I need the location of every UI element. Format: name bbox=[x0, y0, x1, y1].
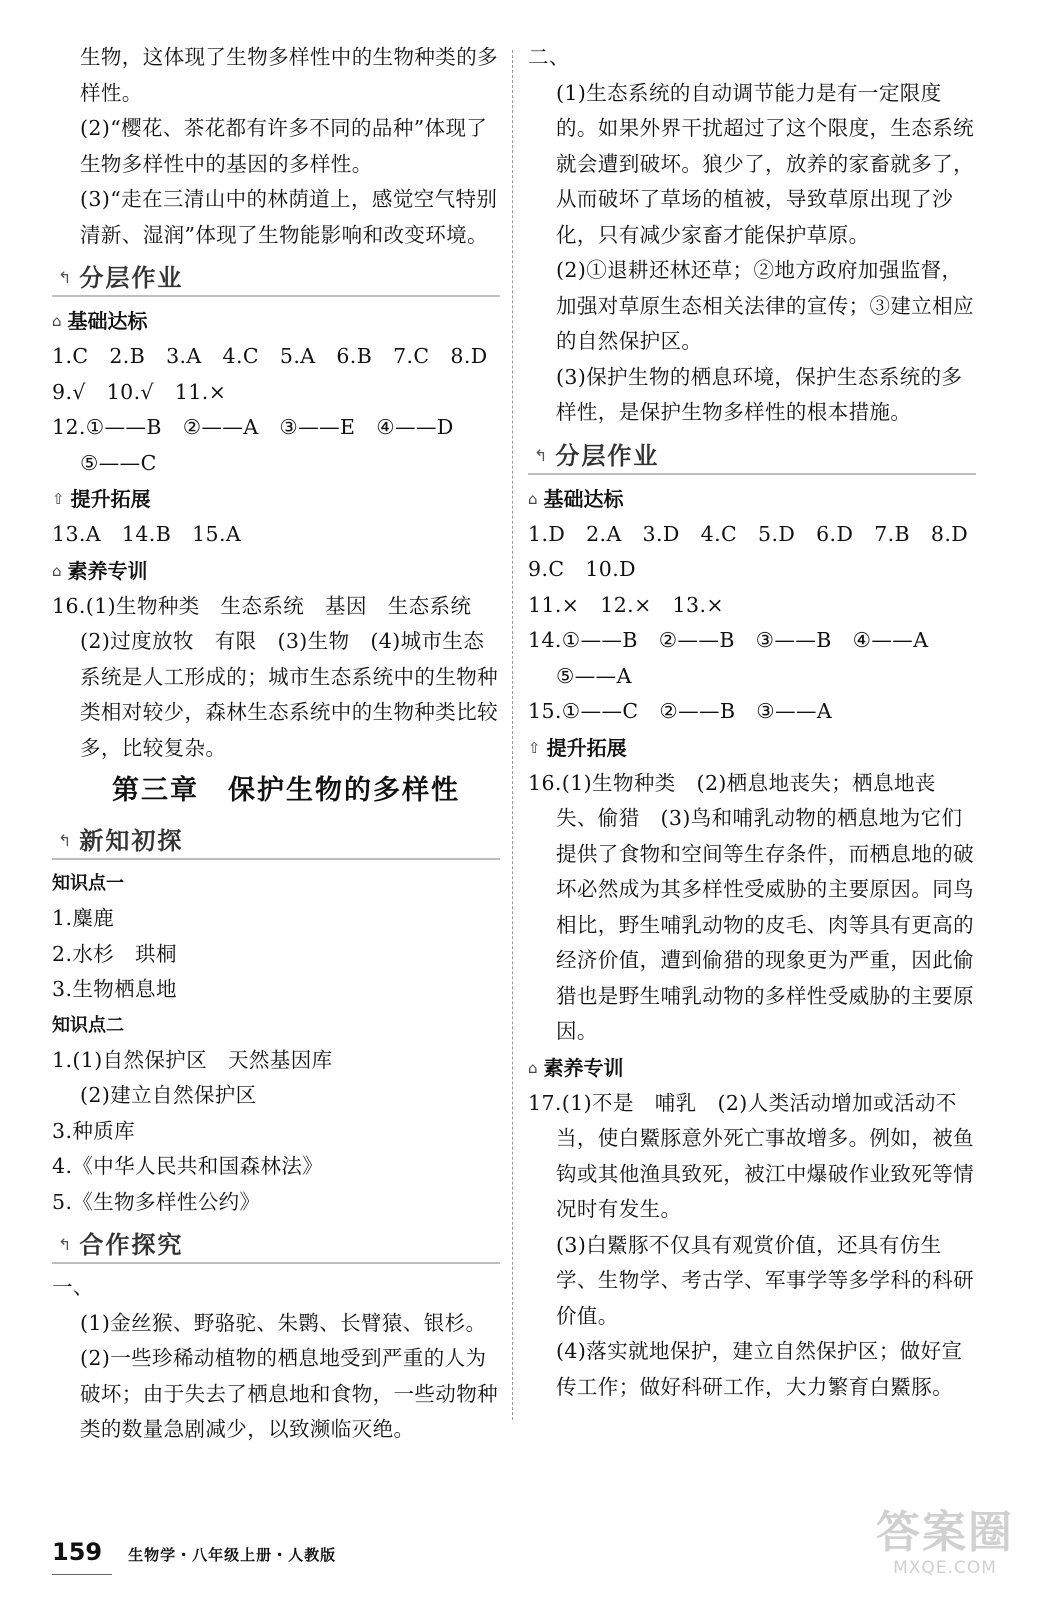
section-header-layered-homework bbox=[528, 433, 976, 475]
chapter-title: 第三章 保护生物的多样性 bbox=[112, 775, 460, 806]
answer-line: 9.C 10.D bbox=[528, 557, 636, 581]
answer-line: 二、 bbox=[528, 45, 570, 69]
house-icon: ⇧ bbox=[528, 738, 541, 757]
section-title: 分层作业 bbox=[555, 441, 660, 470]
answer-paragraph: (2)过度放牧 有限 (3)生物 (4)城市生态系统是人工形成的；城市生态系统中的生物种类相对较少，森林生态系统中的生物种类比较多，比较复杂。 bbox=[80, 629, 498, 760]
answer-line: 3.种质库 bbox=[52, 1118, 136, 1143]
watermark-url: MXQE.COM bbox=[893, 1558, 997, 1578]
arrow-icon: ↰ bbox=[58, 268, 74, 287]
house-icon: ⇧ bbox=[52, 490, 65, 508]
answer-paragraph: (4)落实就地保护，建立自然保护区；做好宣传工作；做好科研工作，大力繁育白鱀豚。 bbox=[556, 1339, 963, 1399]
page-footer bbox=[52, 1538, 336, 1566]
answer-paragraph: 17.(1)不是 哺乳 (2)人类活动增加或活动不当，使白鱀豚意外死亡事故增多。例如，被鱼钩或其他渔具致死，被江中爆破作业致死等情况时有发生。 bbox=[528, 1090, 974, 1221]
arrow-icon: ↰ bbox=[58, 1235, 74, 1254]
subheading-advance bbox=[52, 481, 500, 517]
subheading-literacy bbox=[528, 1050, 976, 1086]
subheading-basic bbox=[52, 303, 500, 339]
page-number: 159 bbox=[52, 1538, 103, 1566]
answer-line: (2)建立自然保护区 bbox=[80, 1083, 257, 1107]
lock-icon: ⌂ bbox=[528, 489, 538, 508]
section-header-new-knowledge bbox=[52, 818, 500, 860]
subheading-title: 基础达标 bbox=[67, 309, 148, 333]
subheading-title: 素养专训 bbox=[543, 1055, 624, 1080]
subheading-title: 基础达标 bbox=[543, 486, 624, 511]
answer-line: 3.生物栖息地 bbox=[52, 977, 177, 1001]
knowledge-point-heading: 知识点一 bbox=[52, 873, 124, 894]
answer-line: ⑤——C bbox=[80, 450, 157, 475]
answer-line: 2.水杉 珙桐 bbox=[52, 941, 177, 966]
answer-line: 1.麋鹿 bbox=[52, 906, 115, 930]
section-header-cooperative-inquiry bbox=[52, 1222, 500, 1264]
answer-paragraph: (3)白鱀豚不仅具有观赏价值，还具有仿生学、生物学、考古学、军事学等多学科的科研价值。 bbox=[556, 1232, 974, 1328]
text-block: 生物，这体现了生物多样性中的生物种类的多样性。 bbox=[80, 45, 498, 105]
subheading-title: 素养专训 bbox=[67, 558, 148, 583]
answer-line: 12.①——B ②——A ③——E ④——D bbox=[52, 415, 454, 439]
watermark-text: 答案圈 bbox=[876, 1507, 1014, 1558]
subheading-basic bbox=[528, 481, 976, 517]
answer-line: 1.D 2.A 3.D 4.C 5.D 6.D 7.B 8.D bbox=[528, 521, 969, 546]
answer-line: 1.C 2.B 3.A 4.C 5.A 6.B 7.C 8.D bbox=[52, 344, 488, 368]
section-title: 分层作业 bbox=[79, 264, 184, 292]
arrow-icon: ↰ bbox=[534, 445, 550, 465]
answer-line: 14.①——B ②——B ③——B ④——A bbox=[528, 628, 929, 652]
text-block: (3)“走在三清山中的林荫道上，感觉空气特别清新、湿润”体现了生物能影响和改变环境。 bbox=[80, 187, 498, 247]
answer-paragraph: 16.(1)生物种类 (2)栖息地丧失；栖息地丧失、偷猎 (3)鸟和哺乳动物的栖息地为它们提供了食物和空间等生存条件，而栖息地的破坏必然成为其多样性受威胁的主要原因。同鸟相比，野生哺乳动物的皮毛、肉等具有更高的经济价值，遭到偷猎的现象更为严重，因此偷猎也是野生哺乳动物的多样性受威胁的主要原因。 bbox=[528, 770, 974, 1043]
answer-paragraph: (3)保护生物的栖息环境，保护生态系统的多样性，是保护生物多样性的根本措施。 bbox=[556, 364, 963, 424]
house-icon: ⌂ bbox=[52, 561, 62, 580]
answer-line: 4.《中华人民共和国森林法》 bbox=[52, 1154, 324, 1178]
footer-rule bbox=[52, 1574, 112, 1575]
answer-line: ⑤——A bbox=[556, 663, 632, 688]
answer-line: 11.× 12.× 13.× bbox=[528, 592, 724, 617]
answer-line: 13.A 14.B 15.A bbox=[52, 522, 242, 546]
answer-paragraph: (2)一些珍稀动植物的栖息地受到严重的人为破坏；由于失去了栖息地和食物，一些动物种类的数量急剧减少，以致濒临灭绝。 bbox=[80, 1346, 498, 1441]
house-icon: ⌂ bbox=[528, 1058, 538, 1077]
answer-line: 1.(1)自然保护区 天然基因库 bbox=[52, 1047, 333, 1072]
column-divider bbox=[512, 50, 513, 1420]
knowledge-point-heading: 知识点二 bbox=[52, 1014, 124, 1036]
answer-line: 15.①——C ②——B ③——A bbox=[528, 699, 833, 723]
section-header-layered-homework bbox=[52, 255, 500, 297]
section-title: 合作探究 bbox=[79, 1231, 184, 1259]
book-title: 生物学・八年级上册・人教版 bbox=[128, 1546, 337, 1564]
answer-paragraph: (1)生态系统的自动调节能力是有一定限度的。如果外界干扰超过了这个限度，生态系统就会遭到破坏。狼少了，放养的家畜就多了，从而破坏了草场的植被，导致草原出现了沙化，只有减少家畜才能保护草原。 bbox=[556, 80, 974, 247]
subheading-literacy bbox=[52, 553, 500, 589]
lock-icon: ⌂ bbox=[52, 312, 62, 330]
answer-line: 一、 bbox=[52, 1275, 94, 1299]
watermark-logo bbox=[860, 1508, 1030, 1588]
answer-line: 16.(1)生物种类 生态系统 基因 生态系统 bbox=[52, 593, 472, 618]
answer-paragraph: (2)①退耕还林还草；②地方政府加强监督，加强对草原生态相关法律的宣传；③建立相应的自然保护区。 bbox=[556, 258, 974, 353]
subheading-advance bbox=[528, 730, 976, 766]
left-column bbox=[52, 40, 500, 1448]
text-block: (2)“樱花、茶花都有许多不同的品种”体现了生物多样性中的基因的多样性。 bbox=[80, 116, 488, 176]
answer-line: 5.《生物多样性公约》 bbox=[52, 1189, 261, 1214]
subheading-title: 提升拓展 bbox=[70, 487, 151, 511]
answer-line: (1)金丝猴、野骆驼、朱鹮、长臂猿、银杉。 bbox=[80, 1310, 487, 1335]
arrow-icon: ↰ bbox=[58, 831, 74, 850]
answer-line: 9.√ 10.√ 11.× bbox=[52, 379, 227, 404]
right-column bbox=[528, 40, 976, 1405]
subheading-title: 提升拓展 bbox=[546, 735, 627, 760]
section-title: 新知初探 bbox=[79, 827, 184, 855]
